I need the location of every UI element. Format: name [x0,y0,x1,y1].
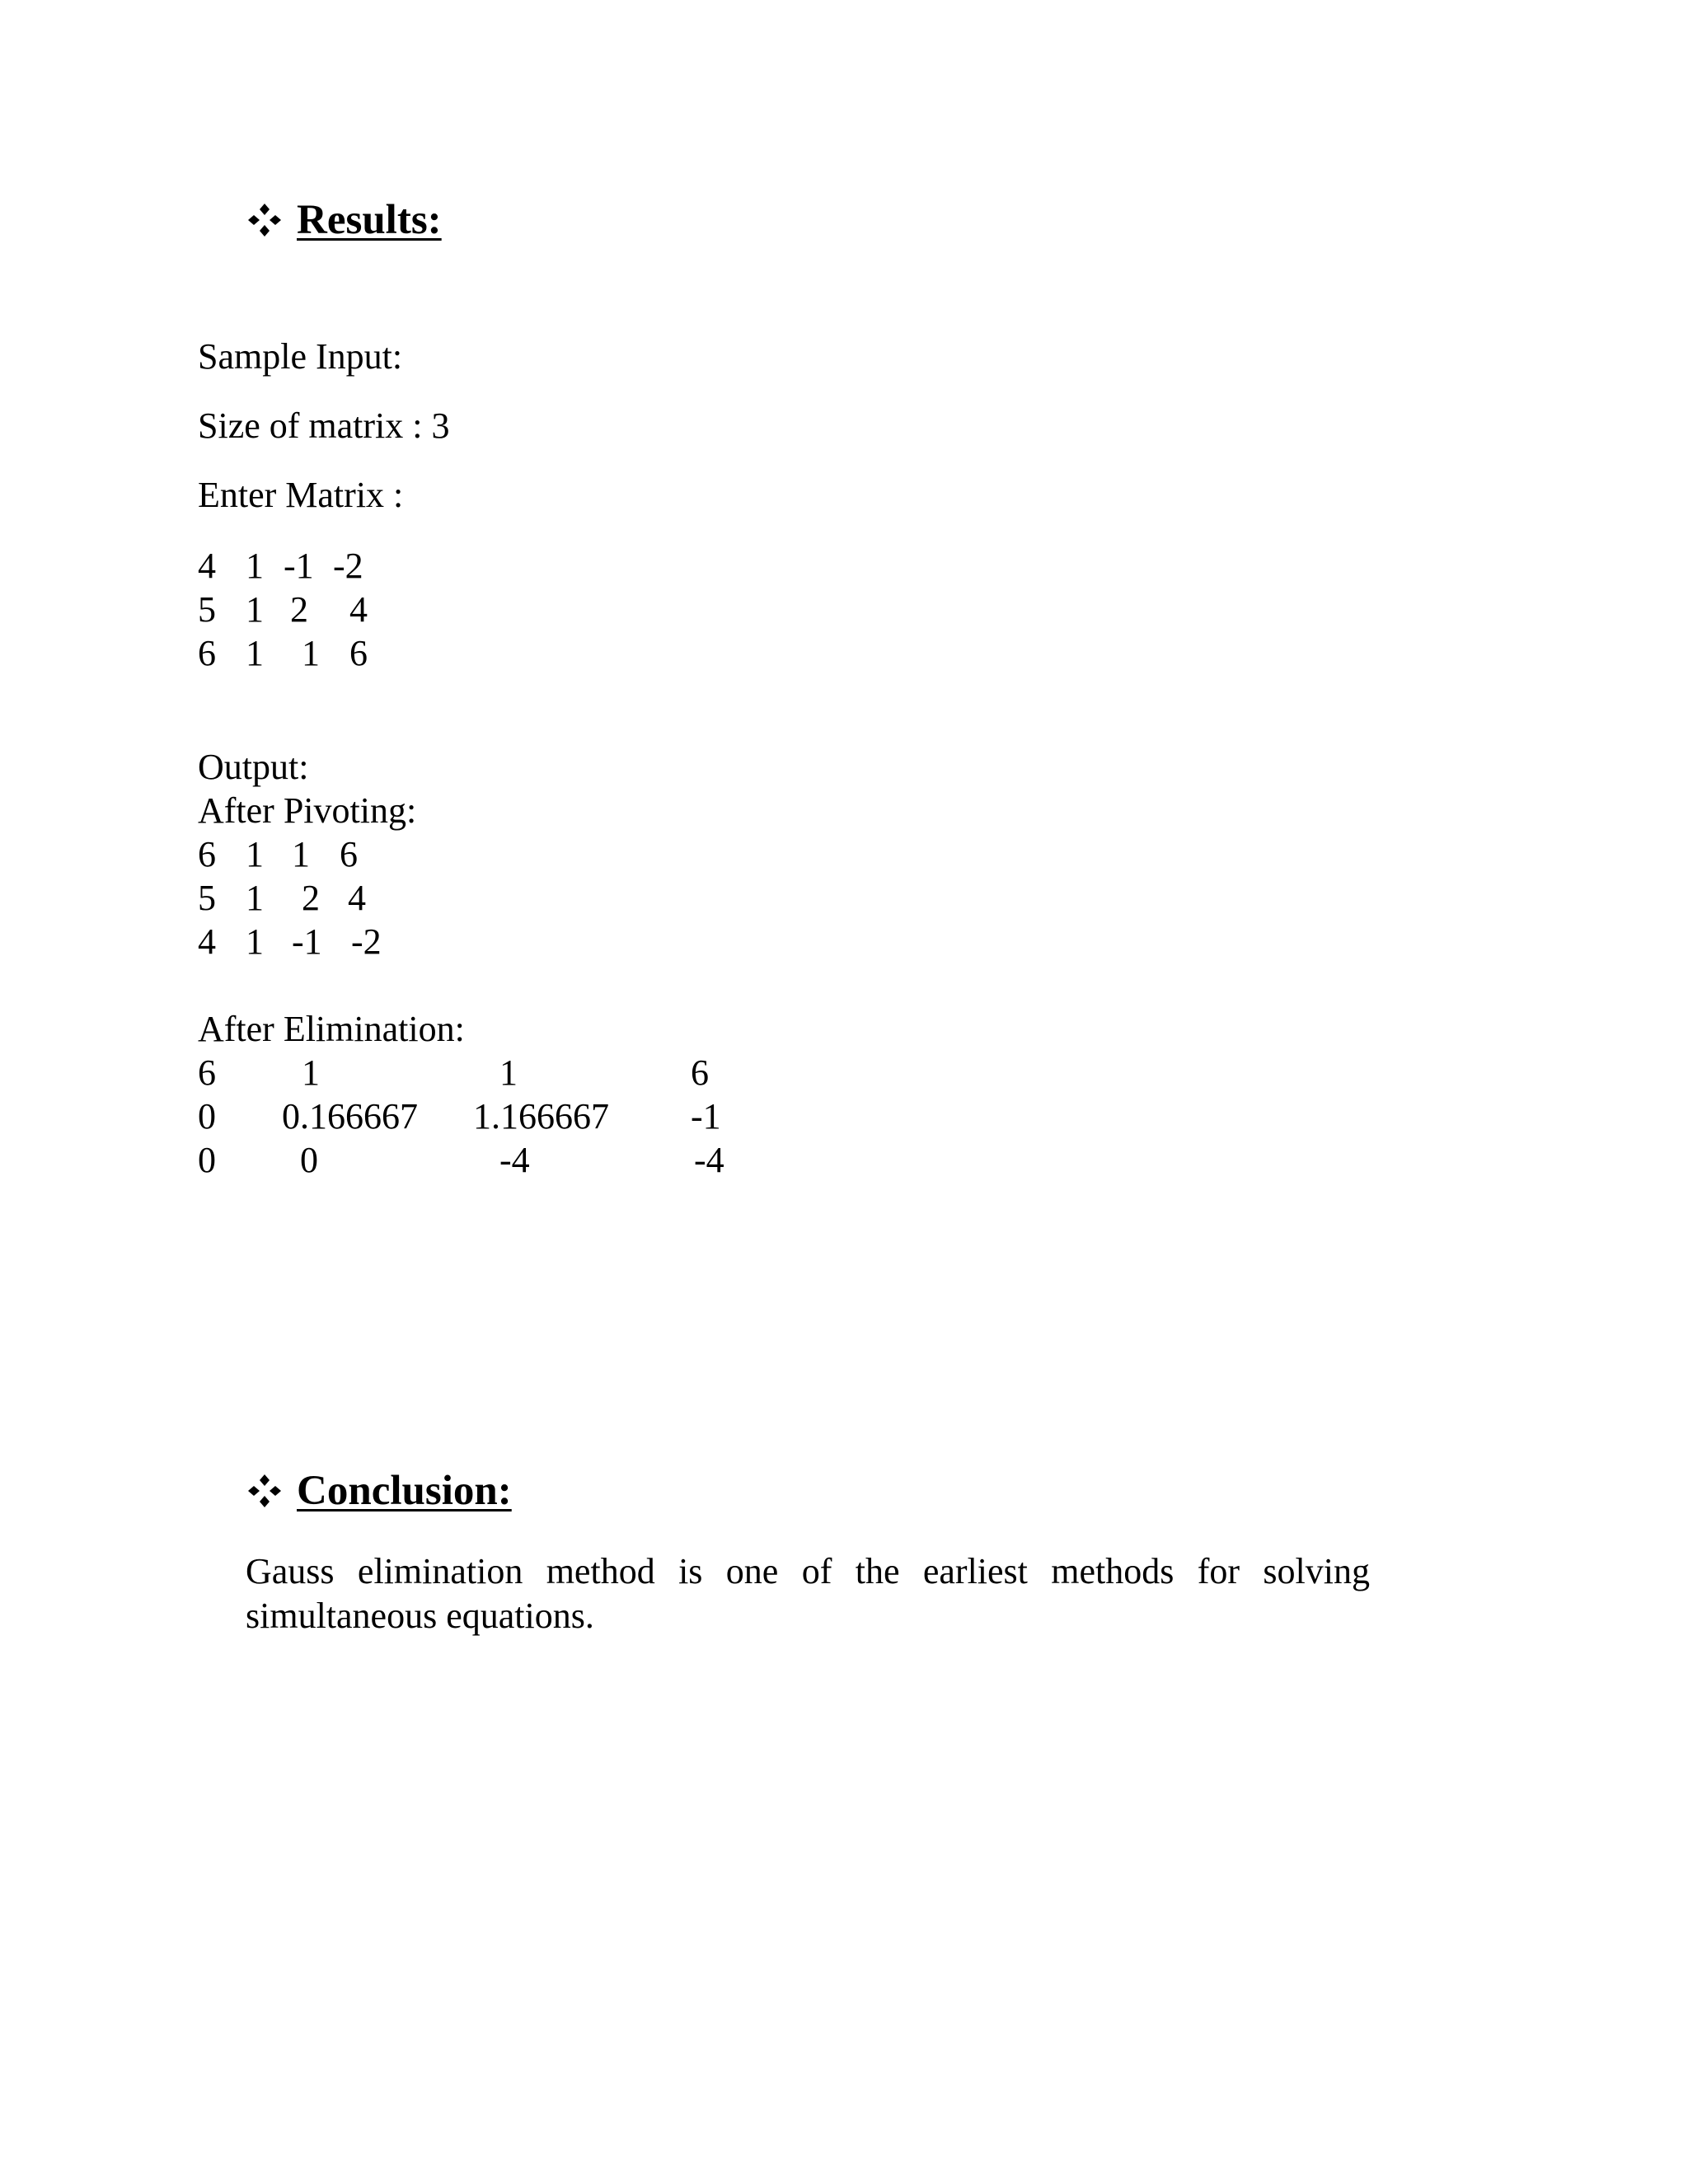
diamond-bullet-icon [247,1474,282,1508]
matrix-cell: 0 [198,1096,216,1137]
matrix-cell: 6 [340,834,358,874]
matrix-cell: 1 [246,878,264,918]
matrix-cell: -2 [351,921,382,962]
matrix-cell: -4 [694,1140,724,1180]
matrix-cell: 2 [302,878,320,918]
pivot-label: After Pivoting: [198,790,417,831]
matrix-cell: 5 [198,878,216,918]
matrix-cell: 1 [246,834,264,874]
matrix-size-line: Size of matrix : 3 [198,405,450,446]
matrix-cell: -1 [292,921,322,962]
results-heading [247,196,442,244]
sample-input-label: Sample Input: [198,336,403,377]
conclusion-text: Gauss elimination method is one of the earliest methods for solving simultaneous equations. [246,1551,1370,1636]
matrix-cell: 4 [348,878,366,918]
matrix-cell: 1 [292,834,310,874]
matrix-cell: 5 [198,589,216,630]
results-title: Results: [297,197,442,243]
matrix-cell: -1 [691,1096,721,1137]
matrix-cell: 6 [349,633,368,673]
conclusion-title: Conclusion: [297,1468,512,1514]
elimination-label: After Elimination: [198,1009,465,1049]
matrix-cell: 1 [246,546,264,586]
matrix-cell: 4 [198,921,216,962]
matrix-cell: 1 [246,589,264,630]
matrix-cell: 0 [300,1140,318,1180]
matrix-cell: 1 [499,1052,518,1093]
matrix-cell: -2 [333,546,363,586]
matrix-cell: 1 [302,633,320,673]
matrix-cell: 6 [691,1052,709,1093]
matrix-cell: 1 [246,921,264,962]
enter-matrix-label: Enter Matrix : [198,475,404,515]
matrix-cell: -1 [284,546,314,586]
matrix-cell: 0.166667 [282,1096,418,1137]
matrix-cell: 6 [198,1052,216,1093]
conclusion-heading [247,1467,512,1515]
matrix-cell: 1 [246,633,264,673]
matrix-cell: 4 [198,546,216,586]
matrix-cell: 1 [302,1052,320,1093]
output-label: Output: [198,747,309,787]
diamond-bullet-icon [247,203,282,237]
matrix-cell: 1.166667 [473,1096,609,1137]
matrix-cell: -4 [499,1140,530,1180]
matrix-cell: 2 [290,589,308,630]
matrix-cell: 6 [198,834,216,874]
matrix-cell: 4 [349,589,368,630]
matrix-cell: 6 [198,633,216,673]
matrix-cell: 0 [198,1140,216,1180]
